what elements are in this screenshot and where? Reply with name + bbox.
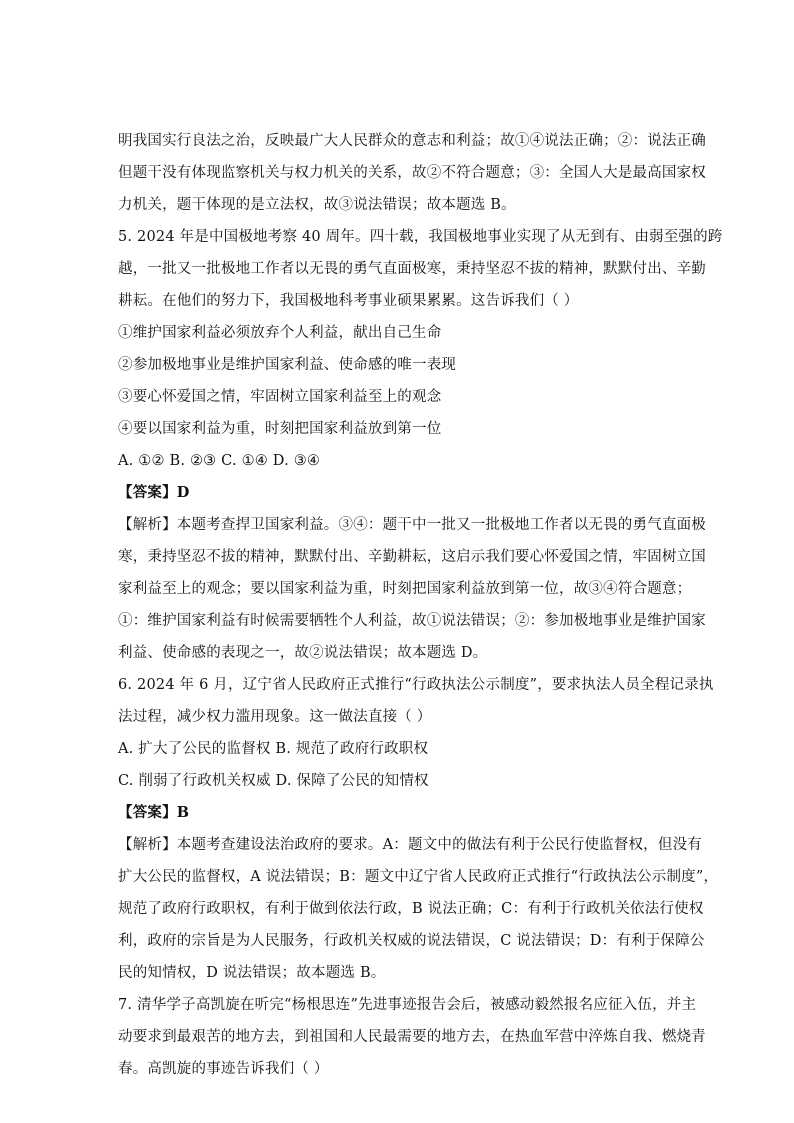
answer-label: 【答案】D [118, 484, 190, 501]
text-line: 动要求到最艰苦的地方去，到祖国和人民最需要的地方去，在热血军营中淬炼自我、燃烧青 [118, 1029, 706, 1045]
statement-1: ①维护国家利益必须放弃个人利益，献出自己生命 [118, 325, 442, 341]
text-line: 利，政府的宗旨是为人民服务，行政机关权威的说法错误，C 说法错误；D：有利于保障公 [118, 933, 705, 949]
question-6-options-cd: C. 削弱了行政机关权威 D. 保障了公民的知情权 [118, 773, 429, 789]
analysis-text: 【解析】本题考查建设法治政府的要求。A：题文中的做法有利于公民行使监督权，但没有 [118, 837, 702, 853]
text-line: 耕耘。在他们的努力下，我国极地科考事业硕果累累。这告诉我们（ ） [118, 293, 579, 309]
text-line: ①：维护国家利益有时候需要牺牲个人利益，故①说法错误；②：参加极地事业是维护国家 [118, 613, 706, 629]
statement-3: ③要心怀爱国之情，牢固树立国家利益至上的观念 [118, 389, 442, 405]
text-line: 春。高凯旋的事迹告诉我们（ ） [118, 1061, 329, 1077]
question-5-stem: 5. 2024 年是中国极地考察 40 周年。四十载，我国极地事业实现了从无到有、由弱至强的跨 [118, 229, 723, 245]
question-7-stem: 7. 清华学子高凯旋在听完“杨根思连”先进事迹报告会后，被感动毅然报名应征入伍，并主 [118, 997, 697, 1013]
text-line: 寒，秉持坚忍不拔的精神，默默付出、辛勤耕耘，这启示我们要心怀爱国之情，牢固树立国 [118, 549, 706, 565]
question-6-options-ab: A. 扩大了公民的监督权 B. 规范了政府行政职权 [118, 741, 429, 757]
question-5-options: A. ①② B. ②③ C. ①④ D. ③④ [118, 453, 321, 469]
statement-4: ④要以国家利益为重，时刻把国家利益放到第一位 [118, 421, 442, 437]
text-line: 民的知情权，D 说法错误；故本题选 B。 [118, 965, 386, 981]
text-line: 力机关，题干体现的是立法权，故③说法错误；故本题选 B。 [118, 197, 516, 213]
text-line: 扩大公民的监督权，A 说法错误；B：题文中辽宁省人民政府正式推行“行政执法公示制度”， [118, 869, 719, 885]
text-line: 明我国实行良法之治，反映最广大人民群众的意志和利益；故①④说法正确；②：说法正确 [118, 133, 706, 149]
text-line: 法过程，减少权力滥用现象。这一做法直接（ ） [118, 709, 432, 725]
text-line: 家利益至上的观念；要以国家利益为重，时刻把国家利益放到第一位，故③④符合题意； [118, 581, 692, 597]
statement-2: ②参加极地事业是维护国家利益、使命感的唯一表现 [118, 357, 457, 373]
text-line: 越，一批又一批极地工作者以无畏的勇气直面极寒，秉持坚忍不拔的精神，默默付出、辛勤 [118, 261, 706, 277]
text-line: 规范了政府行政职权，有利于做到依法行政，B 说法正确；C：有利于行政机关依法行使权 [118, 901, 704, 917]
text-line: 但题干没有体现监察机关与权力机关的关系，故②不符合题意；③：全国人大是最高国家权 [118, 165, 706, 181]
text-line: 利益、使命感的表现之一，故②说法错误；故本题选 D。 [118, 645, 488, 661]
analysis-text: 【解析】本题考查捍卫国家利益。③④：题干中一批又一批极地工作者以无畏的勇气直面极 [118, 517, 706, 533]
question-6-stem: 6. 2024 年 6 月，辽宁省人民政府正式推行“行政执法公示制度”，要求执法人员全程记录执 [118, 677, 714, 693]
answer-label: 【答案】B [118, 804, 190, 821]
